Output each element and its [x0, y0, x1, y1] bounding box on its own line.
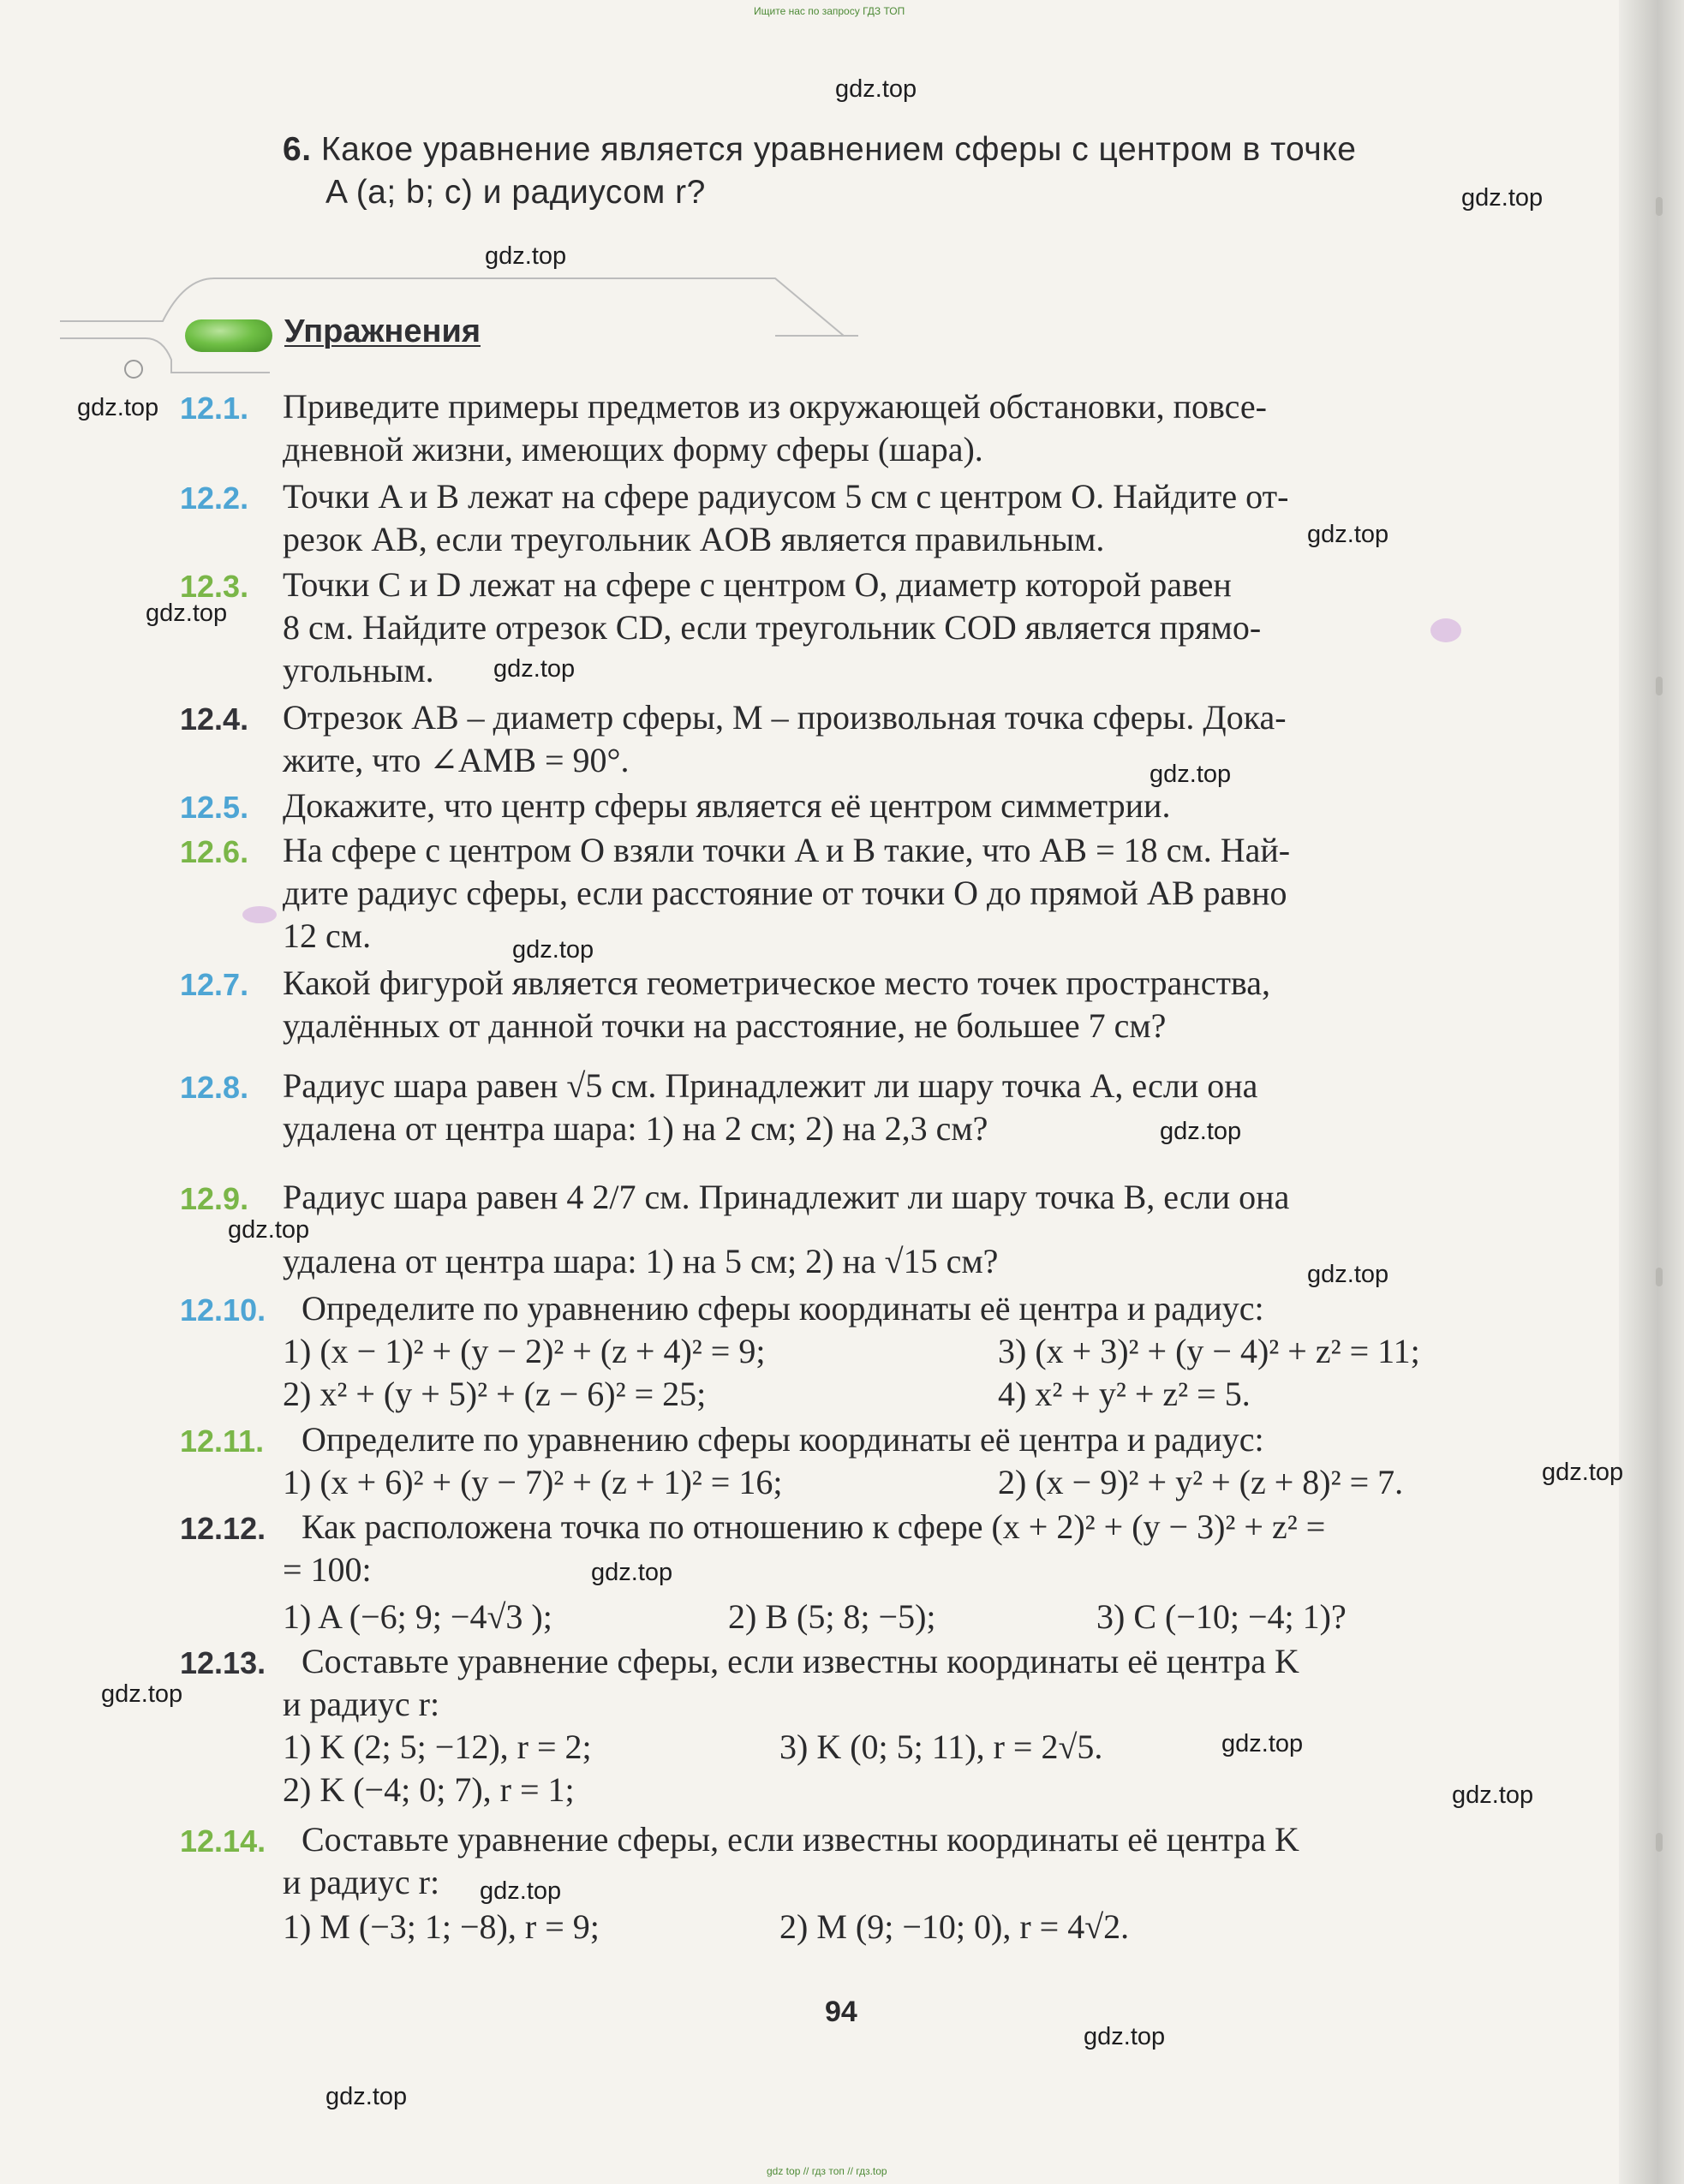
watermark: gdz.top [77, 394, 159, 421]
top-search-note: Ищите нас по запросу ГДЗ ТОП [754, 5, 905, 17]
page-edge-mark [1656, 1833, 1663, 1852]
exercise-line: 12 см. [283, 916, 372, 955]
watermark: gdz.top [591, 1559, 673, 1586]
watermark: gdz.top [1452, 1781, 1534, 1809]
question-line: A (a; b; c) и радиусом r? [325, 174, 706, 211]
watermark: gdz.top [1084, 2023, 1166, 2050]
exercise-line: угольным. [283, 651, 434, 689]
exercise-line: резок AB, если треугольник AOB является правильным. [283, 520, 1105, 558]
watermark: gdz.top [493, 655, 576, 683]
exercise-number: 12.1. [180, 391, 249, 426]
exercise-line: Определите по уравнению сферы координаты её центра и радиус: [302, 1289, 1264, 1328]
exercise-line: удалённых от данной точки на расстояние, не большее 7 см? [283, 1006, 1167, 1045]
exercise-line: 1) M (−3; 1; −8), r = 9; [283, 1907, 600, 1946]
watermark: gdz.top [512, 936, 594, 964]
exercise-line: 2) K (−4; 0; 7), r = 1; [283, 1770, 575, 1809]
exercise-line: Составьте уравнение сферы, если известны координаты её центра K [302, 1642, 1299, 1680]
page-binding-edge [1619, 0, 1684, 2184]
exercise-line: 2) x² + (y + 5)² + (z − 6)² = 25; [283, 1375, 707, 1413]
exercise-line: Составьте уравнение сферы, если известны координаты её центра K [302, 1820, 1299, 1859]
watermark: gdz.top [835, 75, 917, 103]
page-edge-mark [1656, 197, 1663, 216]
exercise-line: Как расположена точка по отношению к сфере (x + 2)² + (y − 3)² + z² = [302, 1507, 1326, 1546]
watermark: gdz.top [480, 1877, 562, 1905]
exercise-line: и радиус r: [283, 1685, 440, 1723]
watermark: gdz.top [1221, 1730, 1304, 1757]
exercise-line: 1) A (−6; 9; −4√3 ); [283, 1597, 552, 1636]
watermark: gdz.top [1307, 1261, 1389, 1288]
watermark: gdz.top [1307, 521, 1389, 548]
section-pill-icon [185, 319, 272, 352]
exercise-line: 1) K (2; 5; −12), r = 2; [283, 1728, 592, 1766]
exercise-line: и радиус r: [283, 1863, 440, 1901]
exercise-line: удалена от центра шара: 1) на 5 см; 2) на √15 см? [283, 1242, 999, 1280]
review-question-6 [283, 128, 1516, 214]
exercise-number: 12.10. [180, 1292, 266, 1328]
watermark: gdz.top [1160, 1118, 1242, 1145]
exercise-line: 4) x² + y² + z² = 5. [998, 1375, 1251, 1413]
question-line: Какое уравнение является уравнением сферы с центром в точке [320, 131, 1357, 168]
exercise-line: 1) (x + 6)² + (y − 7)² + (z + 1)² = 16; [283, 1463, 783, 1501]
watermark: gdz.top [1542, 1459, 1624, 1486]
exercise-number: 12.11. [180, 1423, 265, 1459]
exercise-line: Радиус шара равен 4 2/7 см. Принадлежит ли шару точка B, если она [283, 1178, 1290, 1216]
exercise-number: 12.3. [180, 569, 249, 604]
page-edge-mark [1656, 1268, 1663, 1286]
exercise-number: 12.8. [180, 1070, 249, 1105]
exercise-line: Какой фигурой является геометрическое место точек пространства, [283, 964, 1271, 1002]
exercise-line: 2) (x − 9)² + y² + (z + 8)² = 7. [998, 1463, 1404, 1501]
exercise-line: = 100: [283, 1550, 372, 1589]
exercise-number: 12.14. [180, 1823, 266, 1859]
exercise-line: Радиус шара равен √5 см. Принадлежит ли шару точка A, если она [283, 1066, 1258, 1105]
exercise-number: 12.6. [180, 834, 249, 869]
exercise-line: На сфере с центром O взяли точки A и B такие, что AB = 18 см. Най- [283, 831, 1291, 869]
ink-smudge [242, 906, 277, 923]
watermark: gdz.top [1461, 184, 1544, 212]
exercise-line: 3) K (0; 5; 11), r = 2√5. [779, 1728, 1103, 1766]
page-edge-mark [1656, 677, 1663, 695]
exercise-line: 2) B (5; 8; −5); [728, 1597, 936, 1636]
ink-smudge [1430, 618, 1461, 642]
exercise-line: жите, что ∠AMB = 90°. [283, 741, 630, 779]
exercise-number: 12.4. [180, 701, 249, 737]
watermark: gdz.top [146, 600, 228, 627]
exercise-number: 12.7. [180, 967, 249, 1002]
exercise-number: 12.12. [180, 1511, 266, 1546]
exercises-section-header [60, 274, 865, 381]
exercise-number: 12.5. [180, 790, 249, 825]
watermark: gdz.top [1150, 761, 1232, 788]
exercise-line: Приведите примеры предметов из окружающей обстановки, повсе- [283, 387, 1267, 426]
exercise-line: 3) (x + 3)² + (y − 4)² + z² = 11; [998, 1332, 1420, 1370]
exercise-line: Определите по уравнению сферы координаты её центра и радиус: [302, 1420, 1264, 1459]
watermark: gdz.top [228, 1216, 310, 1244]
exercise-line: 3) C (−10; −4; 1)? [1096, 1597, 1347, 1636]
watermark: gdz.top [101, 1680, 183, 1708]
exercise-line: 8 см. Найдите отрезок CD, если треугольник COD является прямо- [283, 608, 1262, 647]
exercise-line: удалена от центра шара: 1) на 2 см; 2) на 2,3 см? [283, 1109, 988, 1148]
question-number: 6. [283, 131, 312, 168]
exercise-line: 1) (x − 1)² + (y − 2)² + (z + 4)² = 9; [283, 1332, 766, 1370]
exercise-line: Отрезок AB – диаметр сферы, M – произвольная точка сферы. Дока- [283, 698, 1287, 737]
exercise-line: Точки A и B лежат на сфере радиусом 5 см с центром O. Найдите от- [283, 477, 1289, 516]
section-title: Упражнения [284, 313, 481, 349]
exercise-line: дите радиус сферы, если расстояние от точки O до прямой AB равно [283, 874, 1287, 912]
exercise-line: Докажите, что центр сферы является её центром симметрии. [283, 786, 1171, 825]
watermark: gdz.top [325, 2083, 408, 2110]
exercise-line: 2) M (9; −10; 0), r = 4√2. [779, 1907, 1130, 1946]
page-number: 94 [825, 1996, 857, 2028]
bottom-search-note: gdz top // гдз топ // гдз.top [767, 2165, 887, 2177]
exercise-line: дневной жизни, имеющих форму сферы (шара). [283, 430, 983, 468]
exercise-number: 12.2. [180, 480, 249, 516]
exercise-number: 12.9. [180, 1181, 249, 1216]
watermark: gdz.top [485, 242, 567, 270]
exercise-line: Точки C и D лежат на сфере с центром O, диаметр которой равен [283, 565, 1232, 604]
exercise-number: 12.13. [180, 1645, 266, 1680]
